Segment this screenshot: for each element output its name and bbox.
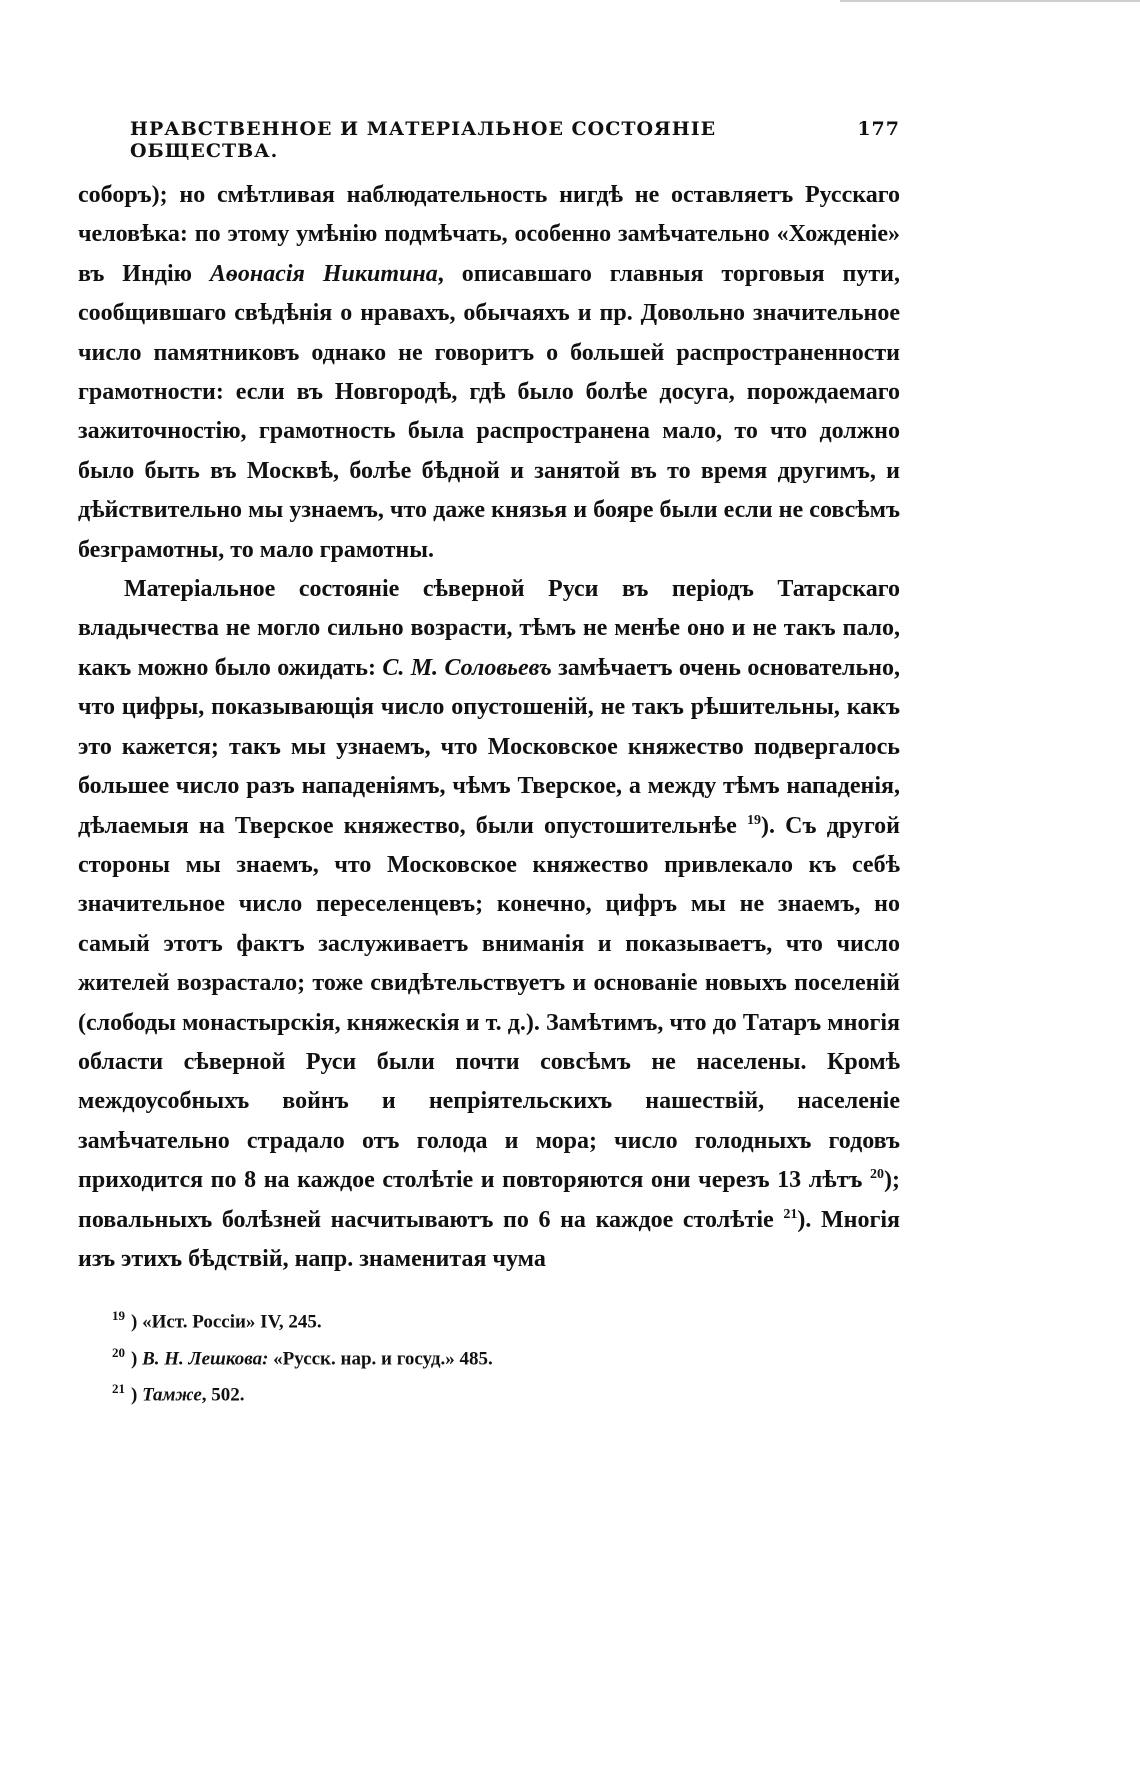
p1-text-2: , описавшаго главныя торговыя пути, сообщившаго свѣдѣнія о нравахъ, обычаяхъ и пр. Довольно значительное число памятниковъ однако не говоритъ о большей распространенности грамотности: если въ Новгородѣ, гдѣ было болѣе досуга, порождаемаго зажиточностію, грамотность была распространена мало, то что должно было быть въ Москвѣ, болѣе бѣдной и занятой въ то время другимъ, и дѣйствительно мы узнаемъ, что даже князья и бояре были если не совсѣмъ безграмотны, то мало грамотны.: [78, 260, 900, 563]
scan-edge-line: [840, 0, 1140, 2]
footnotes: [78, 1301, 900, 1410]
p2-text-4: ); повальныхъ болѣзней насчитываютъ по 6 на каждое столѣтіе: [78, 1167, 900, 1233]
footnote-number: 20: [112, 1344, 125, 1360]
p1-text-1: соборъ); но смѣтливая наблюдательность нигдѣ не оставляетъ Русскаго человѣка: по этому умѣнію подмѣчать, особенно замѣчательно «Хожденіе» въ Индію: [78, 182, 900, 287]
footnote-text: «Русск. нар. и госуд.» 485.: [268, 1348, 493, 1370]
footnote-italic: В. Н. Лешкова:: [142, 1348, 269, 1370]
paragraph-1: [78, 176, 900, 570]
footnote-italic: Тамже: [142, 1384, 202, 1406]
footnote-21: [78, 1374, 900, 1410]
footnote-ref-20[interactable]: 20: [870, 1167, 885, 1183]
p2-text-5: ). Многія изъ этихъ бѣдствій, напр. знаменитая чума: [78, 1206, 900, 1272]
p2-text-2: замѣчаетъ очень основательно, что цифры, показывающія число опустошеній, не такъ рѣшительны, какъ это кажется; такъ мы узнаемъ, что Московское княжество подвергалось большее число разъ нападеніямъ, чѣмъ Тверское, а между тѣмъ нападенія, дѣлаемыя на Тверское княжество, были опустошительнѣе: [78, 654, 900, 839]
p2-italic-name: С. М. Соловьевъ: [382, 654, 552, 681]
p2-text-1: Матеріальное состояніе сѣверной Руси въ періодъ Татарскаго владычества не могло сильно возрасти, тѣмъ не менѣе оно и не такъ пало, какъ можно было ожидать:: [78, 576, 900, 681]
footnote-20: [78, 1338, 900, 1374]
footnote-ref-21[interactable]: 21: [783, 1206, 798, 1222]
footnote-paren: ): [131, 1384, 143, 1406]
footnote-text: , 502.: [201, 1384, 245, 1406]
footnote-number: 21: [112, 1381, 125, 1397]
footnote-ref-19[interactable]: 19: [747, 812, 761, 828]
footnote-paren: ): [131, 1348, 143, 1370]
paragraph-2: [78, 570, 900, 1279]
p2-text-3: ). Съ другой стороны мы знаемъ, что Московское княжество привлекало къ себѣ значительное число переселенцевъ; конечно, цифръ мы не знаемъ, но самый этотъ фактъ заслуживаетъ вниманія и показываетъ, что число жителей возрастало; тоже свидѣтельствуетъ и основаніе новыхъ поселеній (слободы монастырскія, княжескія и т. д.). Замѣтимъ, что до Татаръ многія области сѣверной Руси были почти совсѣмъ не населены. Кромѣ междоусобныхъ войнъ и непріятельскихъ нашествій, населеніе замѣчательно страдало отъ голода и мора; число голодныхъ годовъ приходится по 8 на каждое столѣтіе и повторяются они черезъ 13 лѣтъ: [78, 812, 900, 1194]
book-page: [78, 118, 900, 1410]
running-title: НРАВСТВЕННОЕ И МАТЕРІАЛЬНОЕ СОСТОЯНІЕ ОБЩЕСТВА.: [130, 118, 717, 162]
footnote-19: [78, 1301, 900, 1337]
running-header: [130, 118, 900, 162]
footnote-number: 19: [112, 1308, 125, 1324]
page-number: 177: [857, 118, 900, 140]
footnote-text: ) «Ист. Россіи» IV, 245.: [131, 1311, 322, 1333]
p1-italic-name: Аѳонасія Никитина: [209, 260, 438, 287]
main-text: [78, 176, 900, 1279]
